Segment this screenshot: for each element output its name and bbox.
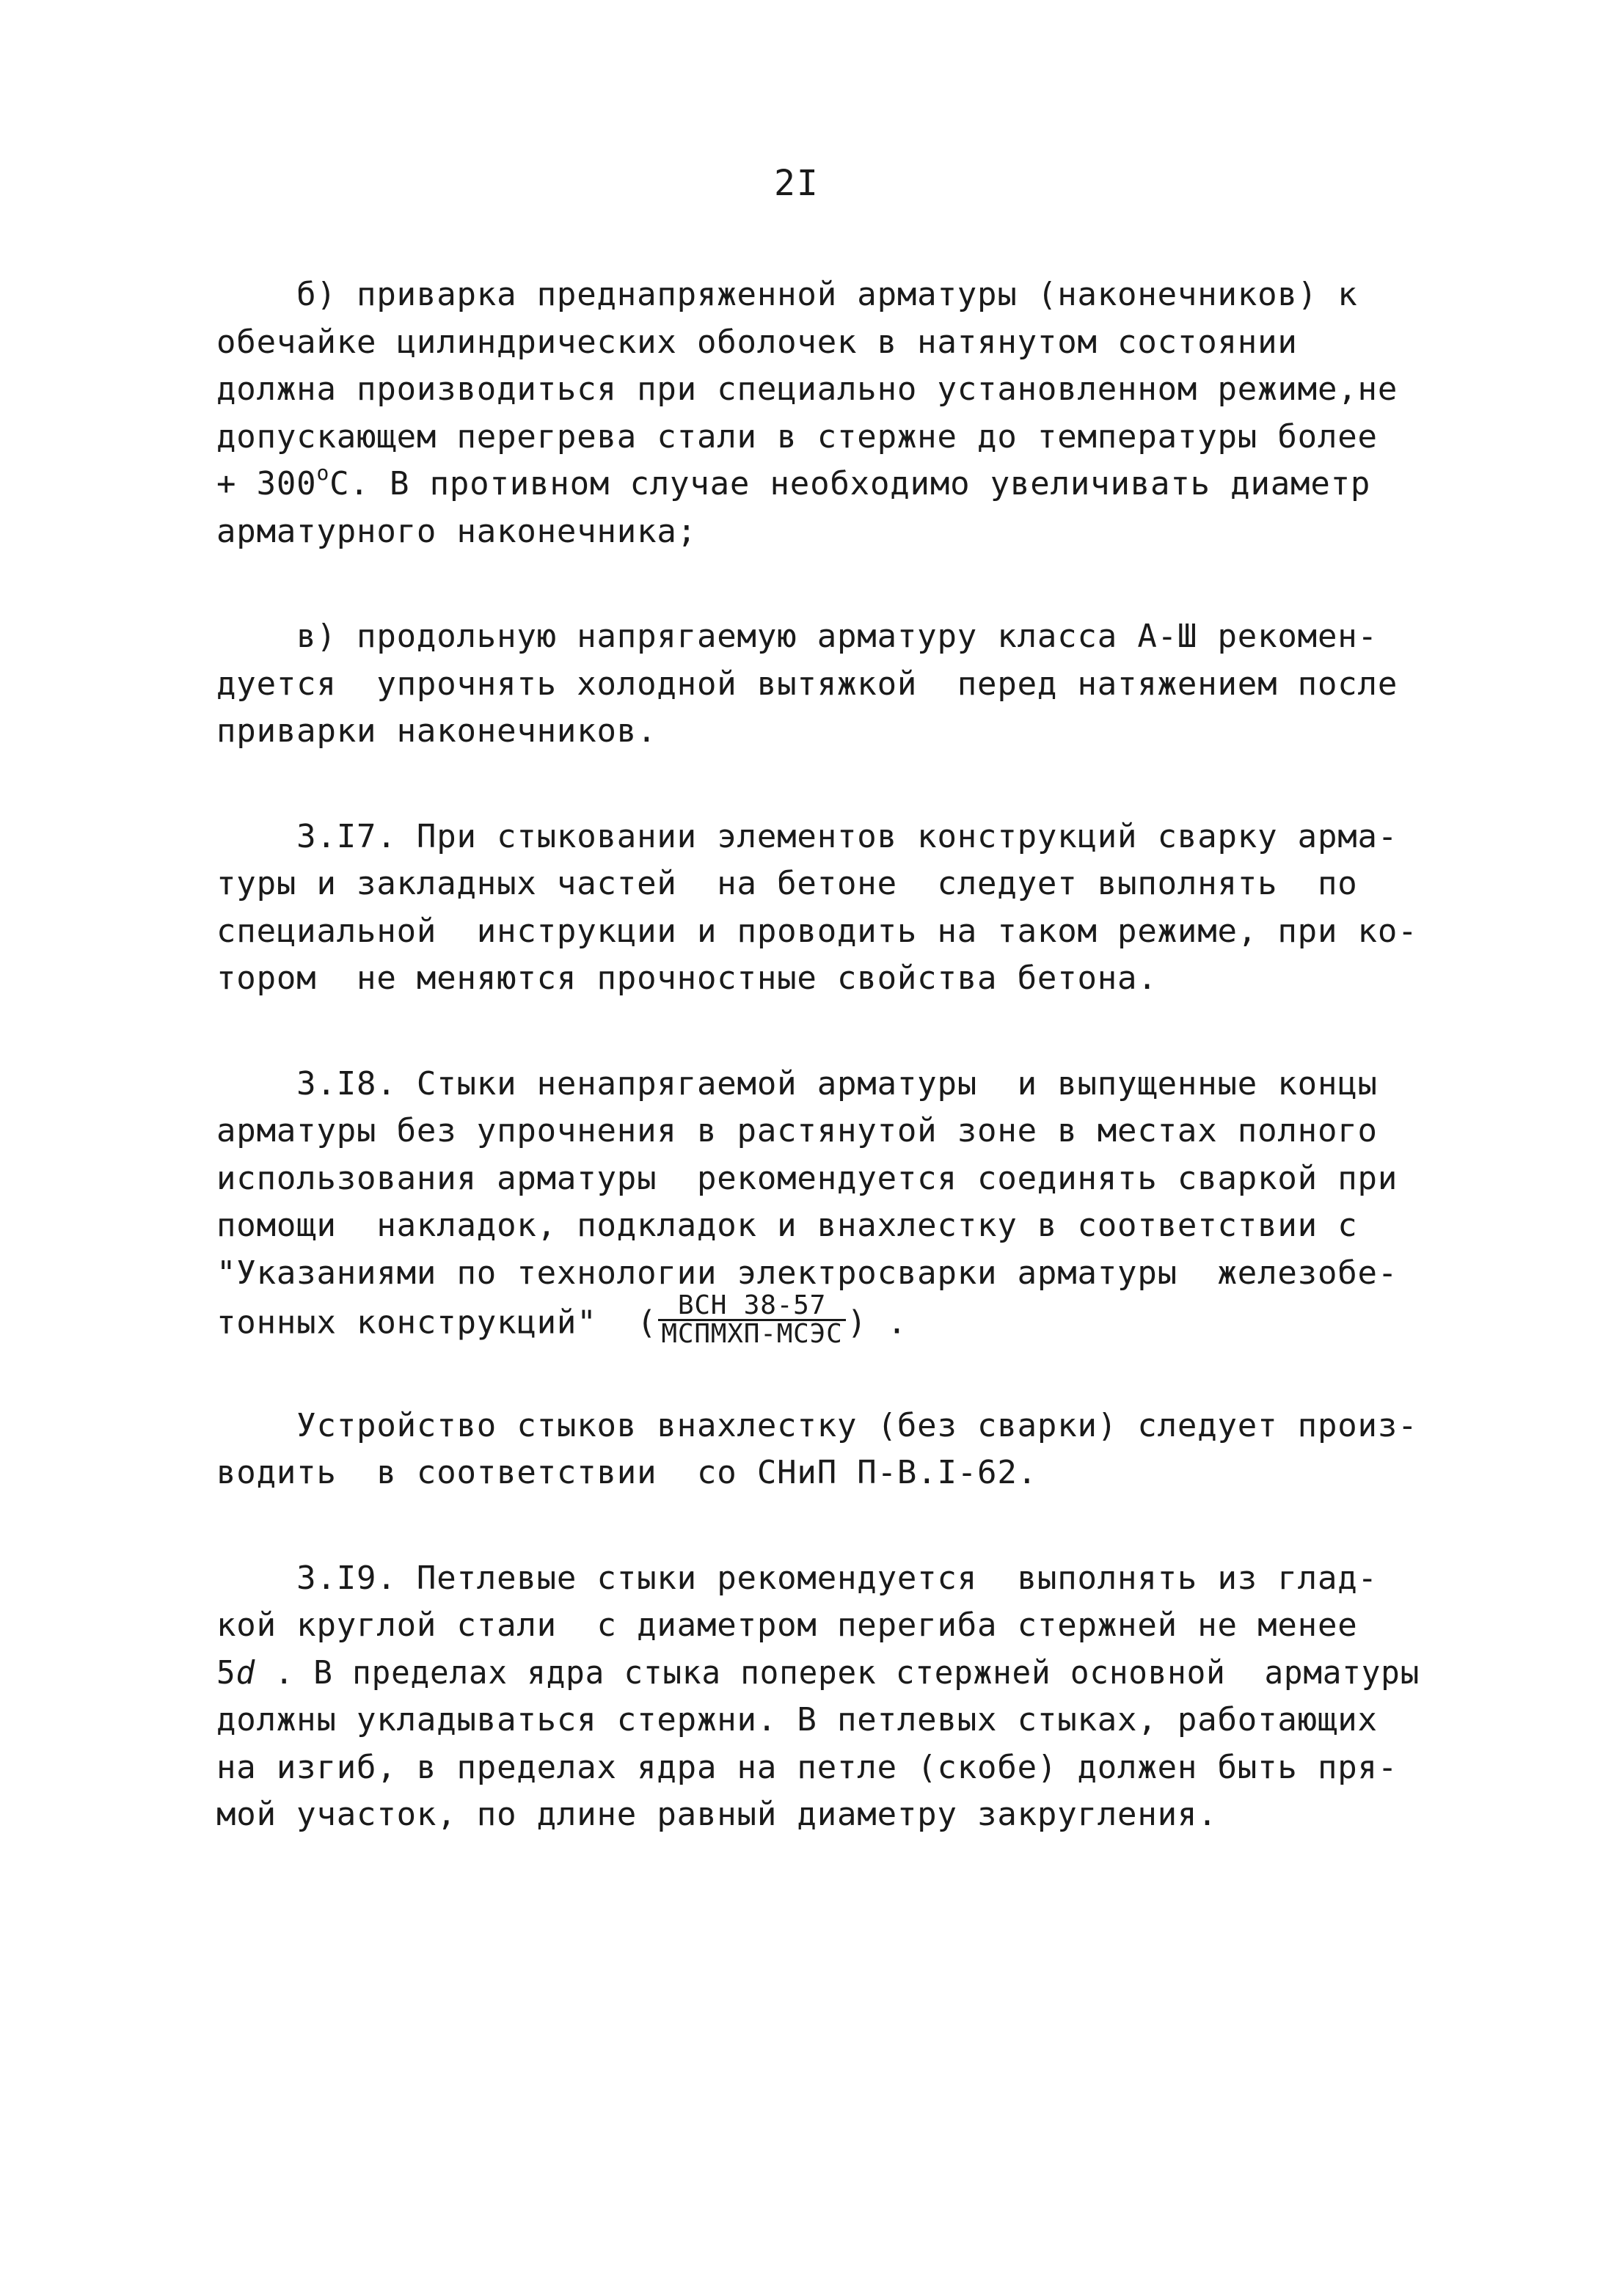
text-line: кой круглой стали с диаметром перегиба стержней не менее xyxy=(216,1606,1358,1644)
text-line: 3.I7. При стыковании элементов конструкций сварку арма- xyxy=(216,817,1398,855)
paragraph-lap-joints xyxy=(216,1403,1420,1497)
standard-reference-fraction xyxy=(658,1290,845,1349)
text-segment: + 300 xyxy=(216,465,317,502)
text-line xyxy=(216,461,1420,508)
fraction-denominator: МСПМХП-МСЭС xyxy=(661,1319,843,1349)
text-line: тором не меняются прочностные свойства бетона. xyxy=(216,959,1158,997)
text-line: приварки наконечников. xyxy=(216,712,657,750)
paragraph-section-3-17 xyxy=(216,814,1420,1003)
text-line: на изгиб, в пределах ядра на петле (скобе) должен быть пря- xyxy=(216,1748,1398,1786)
text-segment: . В пределах ядра стыка поперек стержней основной арматуры xyxy=(255,1653,1420,1692)
text-line: помощи накладок, подкладок и внахлестку в соответствии с xyxy=(216,1207,1358,1244)
paragraph-item-v xyxy=(216,613,1420,756)
diameter-symbol: d xyxy=(235,1653,255,1692)
text-line: "Указаниями по технологии электросварки арматуры железобе- xyxy=(216,1254,1398,1292)
text-line: арматурного наконечника; xyxy=(216,512,697,550)
degree-superscript: о xyxy=(316,461,330,486)
paragraph-item-b xyxy=(216,271,1420,555)
text-segment: тонных конструкций" ( xyxy=(216,1304,657,1342)
text-line: арматуры без упрочнения в растянутой зоне в местах полного xyxy=(216,1112,1378,1149)
text-line: водить в соответствии со СНиП П-В.I-62. xyxy=(216,1454,1037,1491)
text-line: должны укладываться стержни. В петлевых стыках, работающих xyxy=(216,1701,1378,1739)
text-line: использования арматуры рекомендуется соединять сваркой при xyxy=(216,1159,1398,1197)
text-line xyxy=(216,1650,1420,1697)
text-segment: С. В противном случае необходимо увеличивать диаметр xyxy=(329,465,1371,502)
text-line: мой участок, по длине равный диаметру закругления. xyxy=(216,1796,1218,1833)
text-segment: ) . xyxy=(847,1304,908,1342)
text-segment: 5 xyxy=(216,1653,236,1692)
text-line: допускающем перегрева стали в стержне до температуры более xyxy=(216,417,1378,456)
page-body xyxy=(216,271,1420,1897)
text-line: в) продольную напрягаемую арматуру класса А-Ш рекомен- xyxy=(216,618,1378,655)
text-line: 3.I9. Петлевые стыки рекомендуется выполнять из глад- xyxy=(216,1559,1378,1597)
fraction-numerator: ВСН 38-57 xyxy=(658,1293,845,1321)
text-line: б) приварка преднапряженной арматуры (наконечников) к xyxy=(216,276,1358,313)
text-line: обечайке цилиндрических оболочек в натянутом состоянии xyxy=(216,323,1298,361)
paragraph-section-3-19 xyxy=(216,1555,1420,1839)
text-line: туры и закладных частей на бетоне следует выполнять по xyxy=(216,865,1358,902)
text-line: Устройство стыков внахлестку (без сварки) следует произ- xyxy=(216,1406,1418,1444)
text-line: дуется упрочнять холодной вытяжкой перед натяжением после xyxy=(216,665,1398,703)
text-line: 3.I8. Стыки ненапрягаемой арматуры и выпущенные концы xyxy=(216,1064,1378,1103)
text-line: должна производиться при специально установленном режиме,не xyxy=(216,370,1398,408)
paragraph-section-3-18 xyxy=(216,1061,1420,1349)
text-line: специальной инструкции и проводить на таком режиме, при ко- xyxy=(216,912,1418,950)
page-number: 2I xyxy=(774,163,819,204)
text-line xyxy=(216,1290,1420,1349)
